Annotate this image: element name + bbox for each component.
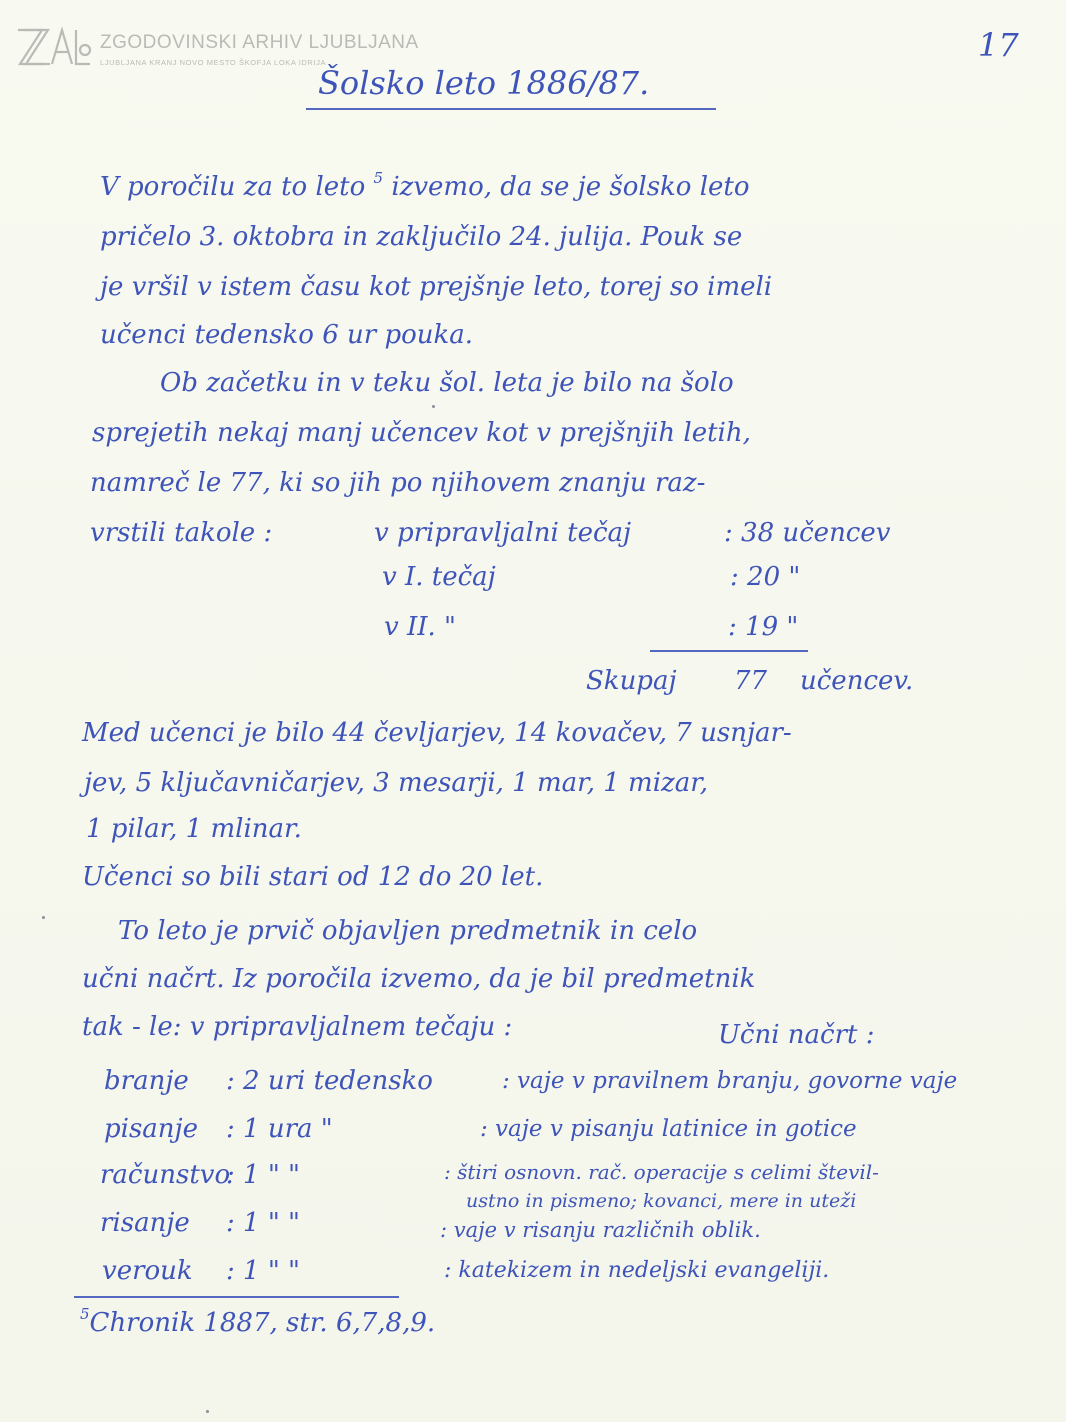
enrollment-count-3: : 19 " — [728, 612, 799, 642]
curriculum-plan-heading: Učni načrt : — [718, 1020, 875, 1050]
enrollment-course-1: v pripravljalni tečaj — [374, 518, 632, 548]
paper-speck — [206, 1410, 209, 1413]
enrollment-course-3: v II. " — [384, 612, 456, 642]
title-underline — [306, 108, 716, 110]
footnote-text: Chronik 1887, str. 6,7,8,9. — [89, 1308, 436, 1338]
total-unit: učencev. — [800, 666, 914, 696]
curriculum-hours-5: : 1 " " — [226, 1256, 301, 1286]
footnote-mark: 5 — [373, 169, 384, 187]
sum-rule — [650, 650, 808, 652]
curriculum-hours-2: : 1 ura " — [226, 1114, 333, 1144]
footnote-mark-bottom: 5 — [80, 1305, 90, 1323]
footnote-rule — [74, 1296, 399, 1298]
paragraph5-line1: To leto je prvič objavljen predmetnik in celo — [118, 916, 698, 946]
paragraph4: Učenci so bili stari od 12 do 20 let. — [82, 862, 544, 892]
paragraph1-line4: učenci tedensko 6 ur pouka. — [100, 320, 474, 350]
curriculum-hours-4: : 1 " " — [226, 1208, 301, 1238]
curriculum-subject-1: branje — [104, 1066, 189, 1096]
total-label: Skupaj — [586, 666, 677, 696]
archive-name: ZGODOVINSKI ARHIV LJUBLJANA — [100, 32, 419, 53]
paper-speck — [42, 916, 45, 919]
curriculum-plan-3b: ustno in pismeno; kovanci, mere in uteži — [466, 1190, 857, 1212]
paragraph1-line2: pričelo 3. oktobra in zaključilo 24. julija. Pouk se — [100, 222, 743, 252]
paragraph2-line4: vrstili takole : — [90, 518, 273, 548]
paragraph3-line1: Med učenci je bilo 44 čevljarjev, 14 kovačev, 7 usnjar- — [82, 718, 792, 748]
curriculum-subject-4: risanje — [100, 1208, 190, 1238]
curriculum-plan-1: : vaje v pravilnem branju, govorne vaje — [502, 1068, 958, 1094]
paragraph5-line2: učni načrt. Iz poročila izvemo, da je bil predmetnik — [82, 964, 756, 994]
curriculum-hours-1: : 2 uri tedensko — [226, 1066, 433, 1096]
enrollment-count-2: : 20 " — [730, 562, 801, 592]
archive-stamp — [14, 22, 419, 74]
paragraph1-line1: V poročilu za to leto $^5$ izvemo, da se je šolsko leto — [100, 169, 750, 202]
enrollment-course-2: v I. tečaj — [382, 562, 496, 592]
paragraph3-line3: 1 pilar, 1 mlinar. — [86, 814, 302, 844]
total-value: 77 — [734, 666, 768, 696]
curriculum-subject-2: pisanje — [104, 1114, 198, 1144]
archive-logo-icon — [14, 22, 94, 70]
page-number: 17 — [978, 26, 1019, 64]
curriculum-plan-4: : vaje v risanju različnih oblik. — [440, 1218, 761, 1242]
curriculum-plan-3: : štiri osnovn. rač. operacije s celimi števil- — [444, 1160, 879, 1184]
paragraph2-line2: sprejetih nekaj manj učencev kot v prejšnjih letih, — [92, 418, 751, 448]
paragraph5-line3a: tak - le: v pripravljalnem tečaju : — [82, 1012, 513, 1042]
paper-speck — [432, 405, 435, 408]
curriculum-hours-3: : 1 " " — [226, 1160, 301, 1190]
paragraph2-line1: Ob začetku in v teku šol. leta je bilo na šolo — [160, 368, 734, 398]
curriculum-subject-5: verouk — [102, 1256, 193, 1286]
archive-cities: LJUBLJANA KRANJ NOVO MESTO ŠKOFJA LOKA IDRIJA — [100, 58, 327, 67]
paragraph1-line3: je vršil v istem času kot prejšnje leto, torej so imeli — [100, 272, 773, 302]
page-title: Šolsko leto 1886/87. — [318, 64, 650, 102]
curriculum-plan-2: : vaje v pisanju latinice in gotice — [480, 1116, 857, 1142]
paragraph3-line2: jev, 5 ključavničarjev, 3 mesarji, 1 mar, 1 mizar, — [84, 768, 709, 798]
curriculum-subject-3: računstvo — [100, 1160, 231, 1190]
footnote — [80, 1305, 436, 1338]
paragraph2-line3: namreč le 77, ki so jih po njihovem znanju raz- — [90, 468, 706, 498]
enrollment-count-1: : 38 učencev — [724, 518, 891, 548]
curriculum-plan-5: : katekizem in nedeljski evangeliji. — [444, 1258, 830, 1283]
